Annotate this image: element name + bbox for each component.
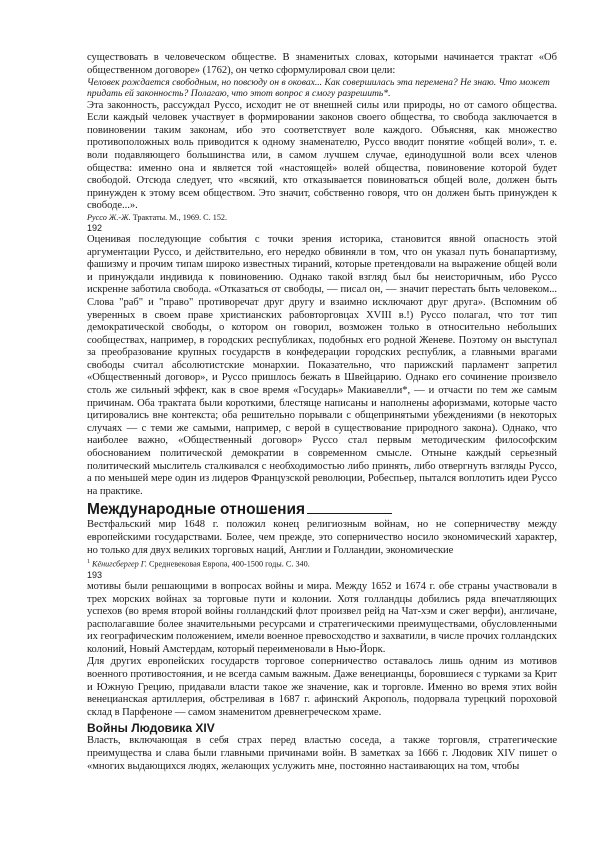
footnote-author: Руссо Ж.-Ж.: [87, 212, 131, 222]
footnote-marker: 1: [87, 559, 90, 566]
block-quote: Человек рождается свободным, но повсюду он в оковах... Как совершилась эта перемена? Не знаю. Что может придать ей законность? Полагаю, что этот вопрос я смогу разрешить*.: [87, 77, 550, 100]
page-number: 193: [87, 569, 103, 580]
document-page: [87, 52, 557, 773]
subsection-heading: Войны Людовика XIV: [87, 721, 215, 736]
heading-underline: [307, 513, 392, 514]
paragraph: Вестфальский мир 1648 г. положил конец религиозным войнам, но не соперничеству между европейскими государствами. Более, чем прежде, это соперничество носило экономический характер, но только для двух великих торговых наций, Англии и Голландии, экономические: [87, 519, 557, 556]
footnote: [87, 557, 557, 570]
section-heading: [87, 500, 557, 519]
footnote-author: Кёнигсбергер Г.: [92, 559, 147, 569]
footnote-source: Средневековая Европа, 400-1500 годы. С. 340.: [146, 559, 310, 569]
paragraph: мотивы были решающими в вопросах войны и мира. Между 1652 и 1674 г. обе страны участвовали в трех морских войнах за торговые пути и колонии. Хотя голландцы добились ряда впечатляющих успехов (во время второй войны голландский флот произвел рейд на Чат-хэм и сжег верфи), англичане, располагавшие более значительными ресурсами и стратегическими преимуществами, обусловленными их географическим положением, имели военное превосходство и захватили, в числе прочих голландских колоний, Новый Амстердам, который переименовали в Нью-Йорк.: [87, 580, 557, 655]
footnote: [87, 213, 557, 223]
paragraph: Власть, включающая в себя страх перед властью соседа, а также торговля, стратегические преимущества и слава были главными причинами войн. В заметках за 1666 г. Людовик XIV пишет о «многих выдающихся людях, желающих услужить мне, постоянно настаивающих на том, чтобы: [87, 735, 557, 772]
paragraph: Для других европейских государств торговое соперничество оставалось лишь одним из мотивов военного противостояния, и не всегда самым важным. Даже венецианцы, боровшиеся с турками за Крит и Южную Грецию, придавали власти такое же значение, как и торговле. Именно во время этих войн венецианская артиллерия, обстреливая в 1687 г. афинский Акрополь, подорвала турецкий пороховой склад в Парфеноне — самом знаменитом древнегреческом храме.: [87, 656, 557, 718]
page-number: 192: [87, 222, 103, 233]
paragraph: Эта законность, рассуждал Руссо, исходит не от внешней силы или природы, но от самого общества. Если каждый человек участвует в формировании законов своего общества, то свобода заключается в повиновении таким законам, ибо это соответствует воле каждого. Объясняя, как множество противоположных воль приводится к одному знаменателю, Руссо вводит понятие «общей воли», т. е. воли подавляющего большинства или, в самом лучшем случае, единодушной воли всех членов общества: именно она и является той «настоящей» волей общества, повиновение которой будет свободой. Отсюда следует, что «всякий, кто отказывается повиноваться общей воле, должен быть принужден к этому всем обществом. Это значит, собственно говоря, что он должен быть принужден к свободе...».: [87, 99, 557, 212]
paragraph: существовать в человеческом обществе. В знаменитых словах, которыми начинается трактат «Об общественном договоре» (1762), он четко сформулировал свои цели:: [87, 52, 557, 76]
section-heading-text: Международные отношения: [87, 501, 306, 519]
paragraph: Оценивая последующие события с точки зрения историка, становится явной опасность этой аргументации Руссо, и действительно, его нередко обвиняли в том, что он указал путь бонапартизму, фашизму и прочим типам широко известных тираний, которые претендовали на выражение общей воли и принуждали индивида к повиновению. Однако такой взгляд был бы неисторичным, ибо Руссо искренне заботила свобода. «Отказаться от свободы, — писал он, — значит перестать быть человеком... Слова "раб" и "право" противоречат друг другу и взаимно исключают друг друга». (Вспомним об уверенных в своем праве христианских рабовторговцах XVIII в.!) Руссо полагал, что тот тип демократической свободы, о котором он говорил, возможен только в относительно небольших сообществах, например, в городских республиках, подобных его родной Женеве. Поэтому он выступал за преобразование крупных государств в конфедерации городских республик, а главными врагами свободы считал абсолютистские монархии. Показательно, что парижский парламент запретил «Общественный договор», и Руссо пришлось бежать в Швейцарию. Однако его сочинение произвело столь же сильный эффект, как в свое время «Государь» Макиавелли*, — и отчасти по тем же самым причинам. Оба трактата были короткими, блестяще написаны и наполнены афоризмами, которые часто цитировались вне контекста; оба решительно порывали с общепринятыми убеждениями (в некоторых случаях — с теми же самыми, например, с верой в существование природного закона). Однако, что наиболее важно, «Общественный договор» Руссо стал первым методическим философским обоснованием политической демократии в современном смысле. Отныне каждый серьезный политический мыслитель сталкивался с необходимостью либо принять, либо отвергнуть взгляды Руссо, а по меньшей мере один из лидеров Французской революции, Робеспьер, пытался воплотить идеи Руссо на практике.: [87, 233, 557, 497]
footnote-source: Трактаты. М., 1969. С. 152.: [130, 212, 228, 222]
